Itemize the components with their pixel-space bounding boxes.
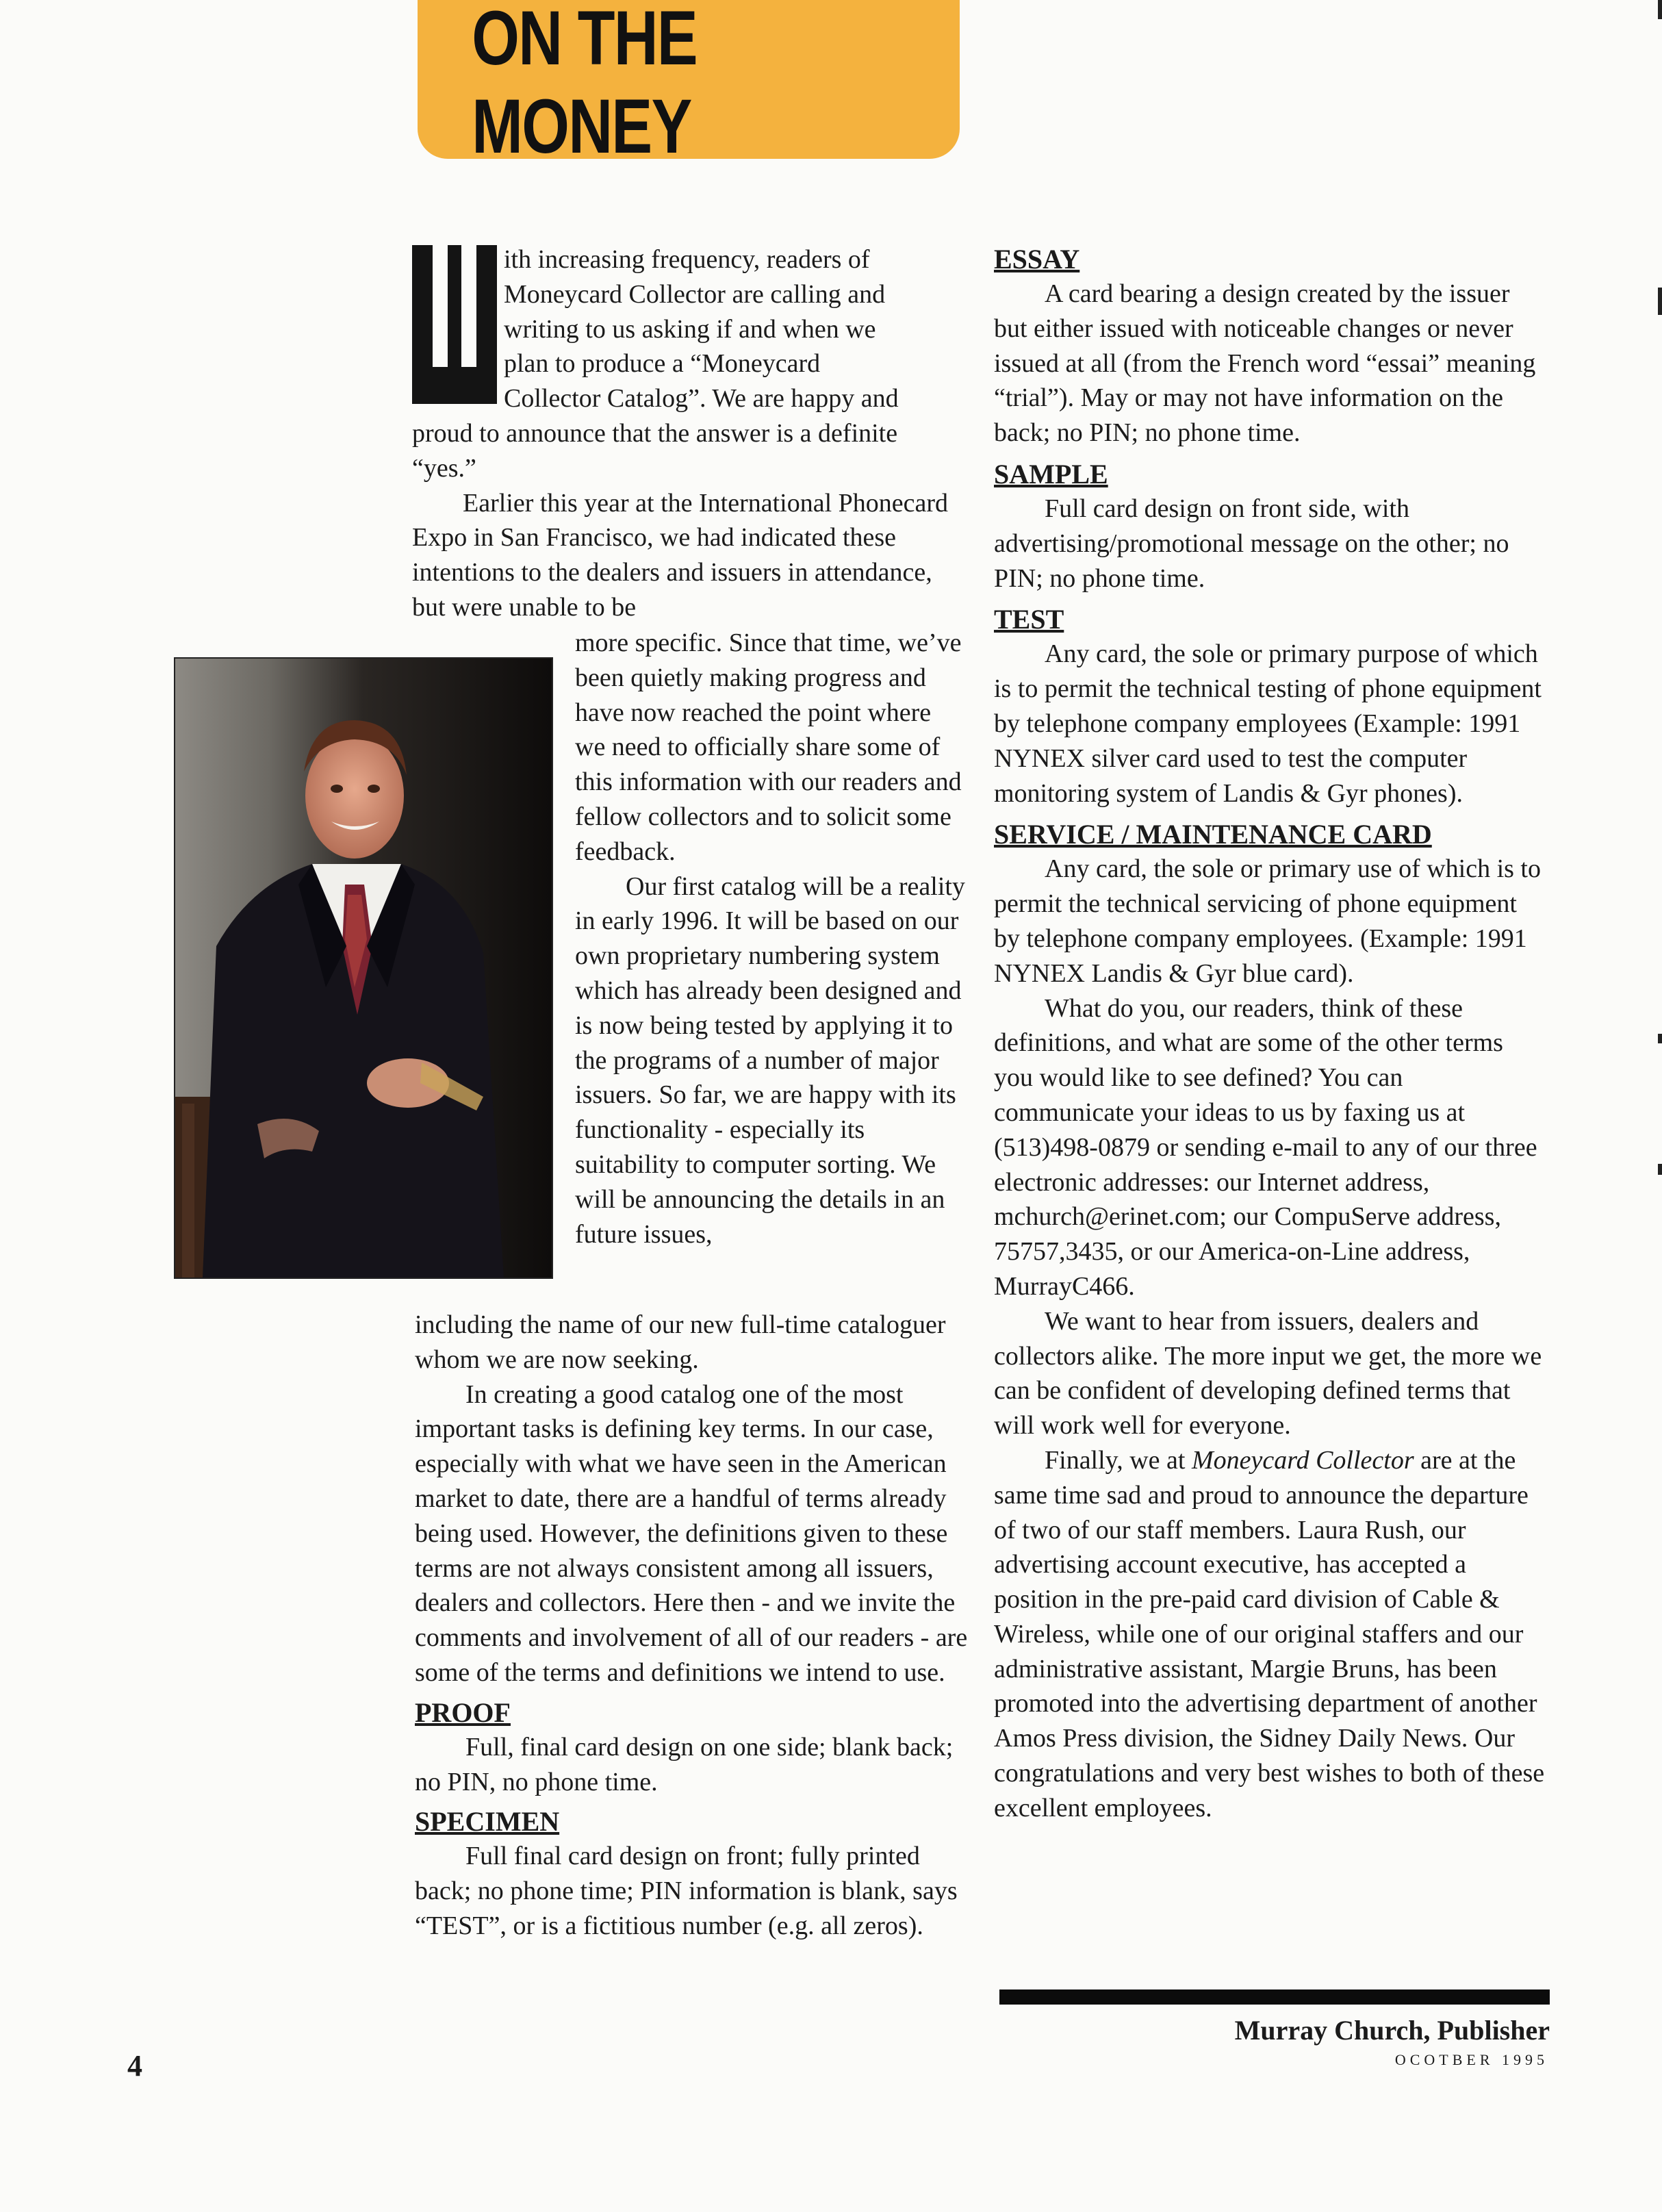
term-heading: PROOF	[415, 1696, 511, 1728]
byline: Murray Church, Publisher	[1234, 2015, 1550, 2046]
text-span: Finally, we at	[1045, 1445, 1192, 1475]
term-heading: SAMPLE	[994, 458, 1108, 490]
article-column-wrap	[575, 626, 967, 1251]
term-definition: Full final card design on front; fully printed back; no phone time; PIN information is blank, says “TEST”, or is a fictitious number (e.g. all zeros).	[415, 1842, 958, 1940]
issue-date: OCOTBER 1995	[1394, 2051, 1548, 2068]
intro-block	[412, 242, 965, 416]
publisher-photo	[174, 657, 553, 1279]
term-definition: Any card, the sole or primary use of which is to permit the technical servicing of phone equipment by telephone company employees. (Example: 1991 NYNEX Landis & Gyr blue card).	[994, 854, 1541, 988]
term-heading: SPECIMEN	[415, 1806, 560, 1838]
intro-line: Moneycard Collector are calling and	[504, 279, 886, 309]
section-header-tab	[418, 0, 960, 169]
page-edge-mark	[1658, 1034, 1662, 1043]
term-definition: Full card design on front side, with advertising/promotional message on the other; no PIN; no phone time.	[994, 494, 1509, 593]
paragraph	[994, 1443, 1548, 1826]
paragraph: In creating a good catalog one of the most important tasks is defining key terms. In our case, especially with what we have seen in the American market to date, there are a handful of terms already being used. However, the definitions given to these terms are not always consistent among all issuers, dealers and collectors. Here then - and we invite the comments and involvement of all of our readers - are some of the terms and definitions we intend to use.	[415, 1380, 968, 1687]
term-heading: ESSAY	[994, 244, 1080, 275]
paragraph: We want to hear from issuers, dealers and collectors alike. The more input we get, the more we can be confident of developing defined terms that will work well for everyone.	[994, 1306, 1542, 1440]
paragraph: Earlier this year at the International Phonecard Expo in San Francisco, we had indicated these intentions to the dealers and issuers in attendance, but were unable to be	[412, 488, 949, 622]
intro-line: ith increasing frequency, readers of	[504, 245, 870, 274]
paragraph: Our first catalog will be a reality in early 1996. It will be based on our own proprietary numbering system which has already been designed and is now being tested by applying it to the programs of a number of major issuers. So far, we are happy with its functionality - especially its suitability to computer sorting. We will be announcing the details in an future issues,	[575, 872, 965, 1249]
term-definition: A card bearing a design created by the issuer but either issued with noticeable changes or never issued at all (from the French word “essai” meaning “trial”). May or may not have information on the back; no PIN; no phone time.	[994, 279, 1536, 448]
signature-rule	[999, 1989, 1550, 2005]
drop-cap	[412, 245, 497, 404]
article-column-left-top	[412, 242, 965, 625]
term-heading: TEST	[994, 604, 1064, 635]
term-definition: Any card, the sole or primary purpose of which is to permit the technical testing of phone equipment by telephone company employees (Example: 1991 NYNEX silver card used to test the computer monitoring system of Landis & Gyr phones).	[994, 639, 1542, 808]
magazine-name: Moneycard Collector	[1191, 1445, 1414, 1475]
text-span: are at the same time sad and proud to announce the departure of two of our staff members. Laura Rush, our advertising account executive, has accepted a position in the pre-paid card division of Cable & Wireless, while one of our original staffers and our administrative assistant, Margie Bruns, has been promoted into the advertising department of another Amos Press division, the Sidney Daily News. Our congratulations and very best wishes to both of these excellent employees.	[994, 1445, 1545, 1822]
intro-paragraph-end: proud to announce that the answer is a definite “yes.”	[412, 418, 898, 483]
article-column-right	[994, 242, 1548, 1826]
publisher-portrait-image	[175, 659, 552, 1277]
intro-line: Collector Catalog”. We are happy and	[504, 384, 899, 414]
page-edge-mark	[1658, 288, 1662, 315]
intro-line: writing to us asking if and when we	[504, 314, 876, 344]
intro-lines	[504, 242, 965, 416]
article-column-left-bottom	[415, 1308, 973, 1944]
paragraph: What do you, our readers, think of these definitions, and what are some of the other terms you would like to see defined? You can communicate your ideas to us by faxing us at (513)498-0879 or sending e-mail to any of our three electronic addresses: our Internet address, mchurch@erinet.com; our CompuServe address, 75757,3435, or our America-on-Line address, MurrayC466.	[994, 993, 1537, 1301]
term-definition: Full, final card design on one side; blank back; no PIN, no phone time.	[415, 1732, 954, 1796]
intro-line: plan to produce a “Moneycard	[504, 349, 821, 379]
page-edge-mark	[1658, 0, 1662, 19]
section-title: ON THE MONEY	[472, 0, 698, 169]
paragraph: including the name of our new full-time cataloguer whom we are now seeking.	[415, 1310, 946, 1374]
term-heading: SERVICE / MAINTENANCE CARD	[994, 819, 1432, 850]
page-number: 4	[127, 2049, 142, 2083]
paragraph: more specific. Since that time, we’ve been quietly making progress and have now reached the point where we need to officially share some of this information with our readers and fellow collectors and to solicit some feedback.	[575, 628, 962, 866]
page-edge-mark	[1658, 1164, 1662, 1175]
